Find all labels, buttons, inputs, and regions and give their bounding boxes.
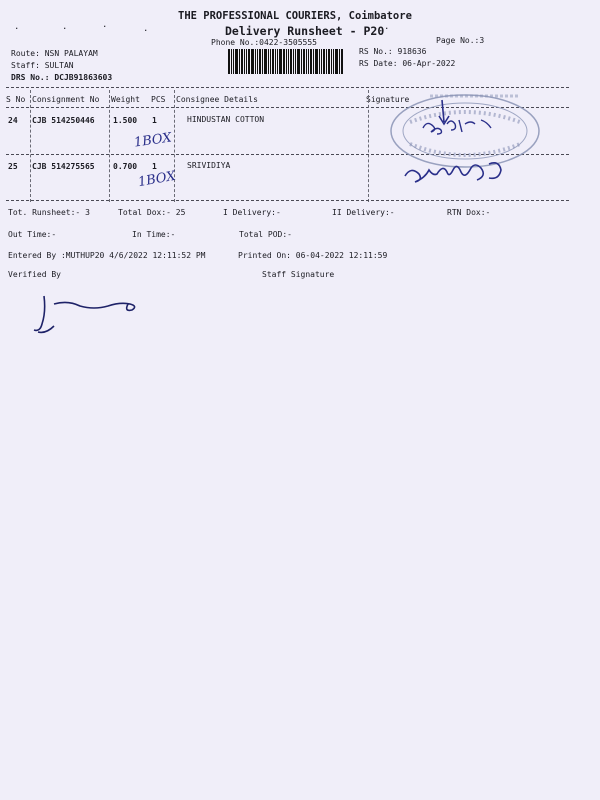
- barcode-bar: [251, 49, 254, 74]
- barcode-bar: [319, 49, 320, 74]
- barcode-bar: [321, 49, 322, 74]
- company-name: THE PROFESSIONAL COURIERS, Coimbatore: [178, 10, 412, 22]
- row-weight: 1.500: [113, 116, 138, 125]
- barcode-bar: [341, 49, 343, 74]
- barcode-bar: [239, 49, 240, 74]
- barcode-bar: [277, 49, 278, 74]
- col-header-signature: Signature: [366, 95, 410, 104]
- barcode-bar: [241, 49, 243, 74]
- barcode-bar: [326, 49, 327, 74]
- row-consignment: CJB 514250446: [32, 116, 95, 125]
- recipient-signature: [395, 98, 535, 208]
- route-label: Route: NSN PALAYAM: [11, 49, 98, 58]
- barcode-bar: [331, 49, 332, 74]
- col-header-weight: Weight: [111, 95, 140, 104]
- page-number: Page No.:3: [436, 36, 485, 45]
- barcode-bar: [248, 49, 250, 74]
- column-line: [368, 90, 369, 202]
- rtn-dox: RTN Dox:-: [447, 208, 491, 217]
- barcode-bar: [255, 49, 256, 74]
- barcode-bar: [244, 49, 245, 74]
- runsheet-title: Delivery Runsheet - P20: [225, 24, 385, 38]
- barcode-bar: [259, 49, 261, 74]
- first-delivery: I Delivery:-: [223, 208, 281, 217]
- second-delivery: II Delivery:-: [332, 208, 395, 217]
- row-consignee: SRIVIDIYA: [187, 161, 231, 170]
- verified-by-label: Verified By: [8, 270, 61, 279]
- printed-on: Printed On: 06-04-2022 12:11:59: [238, 251, 388, 260]
- row-pcs: 1: [152, 162, 157, 171]
- barcode-bar: [297, 49, 300, 74]
- in-time: In Time:-: [132, 230, 176, 239]
- barcode-bar: [275, 49, 276, 74]
- drs-number: DRS No.: DCJB91863603: [11, 73, 113, 82]
- barcode-bar: [264, 49, 267, 74]
- barcode-bar: [315, 49, 318, 74]
- barcode-bar: [279, 49, 282, 74]
- col-header-pcs: PCS: [151, 95, 166, 104]
- col-header-consignment: Consignment No: [32, 95, 100, 104]
- barcode-bar: [233, 49, 234, 74]
- barcode-bar: [306, 49, 307, 74]
- entered-by: Entered By :MUTHUP20 4/6/2022 12:11:52 PM: [8, 251, 206, 260]
- barcode-bar: [246, 49, 247, 74]
- barcode-bar: [301, 49, 302, 74]
- barcode-bar: [295, 49, 296, 74]
- barcode-bar: [293, 49, 294, 74]
- barcode-bar: [283, 49, 285, 74]
- barcode-bar: [231, 49, 232, 74]
- barcode-bar: [333, 49, 334, 74]
- verifier-signature: [24, 290, 154, 340]
- barcode-bar: [270, 49, 271, 74]
- barcode-bar: [303, 49, 305, 74]
- handwritten-note: 1BOX: [136, 168, 177, 191]
- barcode-bar: [290, 49, 292, 74]
- col-header-consignee: Consignee Details: [176, 95, 258, 104]
- row-weight: 0.700: [113, 162, 138, 171]
- barcode-bar: [308, 49, 309, 74]
- barcode-bar: [313, 49, 314, 74]
- print-mark: .: [14, 22, 20, 32]
- barcode-bar: [288, 49, 289, 74]
- out-time: Out Time:-: [8, 230, 57, 239]
- barcode-bar: [310, 49, 312, 74]
- barcode-bar: [235, 49, 238, 74]
- barcode-bar: [339, 49, 340, 74]
- barcode-bar: [328, 49, 330, 74]
- row-pcs: 1: [152, 116, 157, 125]
- column-line: [109, 90, 110, 202]
- col-header-sno: S No: [6, 95, 26, 104]
- barcode: [228, 49, 346, 74]
- phone-number: Phone No.:0422-3505555: [211, 38, 317, 47]
- staff-signature-label: Staff Signature: [262, 270, 335, 279]
- print-mark: .: [143, 24, 149, 34]
- barcode-bar: [335, 49, 338, 74]
- row-consignee: HINDUSTAN COTTON: [187, 115, 265, 124]
- print-mark: .: [384, 22, 390, 32]
- row-sno: 25: [8, 162, 18, 171]
- handwritten-note: 1BOX: [133, 130, 173, 151]
- row-consignment: CJB 514275565: [32, 162, 95, 171]
- total-dox: Total Dox:- 25: [118, 208, 186, 217]
- print-mark: .: [62, 22, 68, 32]
- barcode-bar: [286, 49, 287, 74]
- staff-label: Staff: SULTAN: [11, 61, 74, 70]
- rs-number: RS No.: 918636: [359, 47, 427, 56]
- print-mark: .: [102, 20, 108, 30]
- barcode-bar: [262, 49, 263, 74]
- barcode-bar: [323, 49, 325, 74]
- rs-date: RS Date: 06-Apr-2022: [359, 59, 456, 68]
- column-line: [30, 90, 31, 202]
- barcode-bar: [257, 49, 258, 74]
- total-pod: Total POD:-: [239, 230, 292, 239]
- total-runsheet: Tot. Runsheet:- 3: [8, 208, 90, 217]
- row-sno: 24: [8, 116, 18, 125]
- column-line: [174, 90, 175, 202]
- barcode-bar: [228, 49, 230, 74]
- barcode-bar: [268, 49, 269, 74]
- barcode-bar: [272, 49, 274, 74]
